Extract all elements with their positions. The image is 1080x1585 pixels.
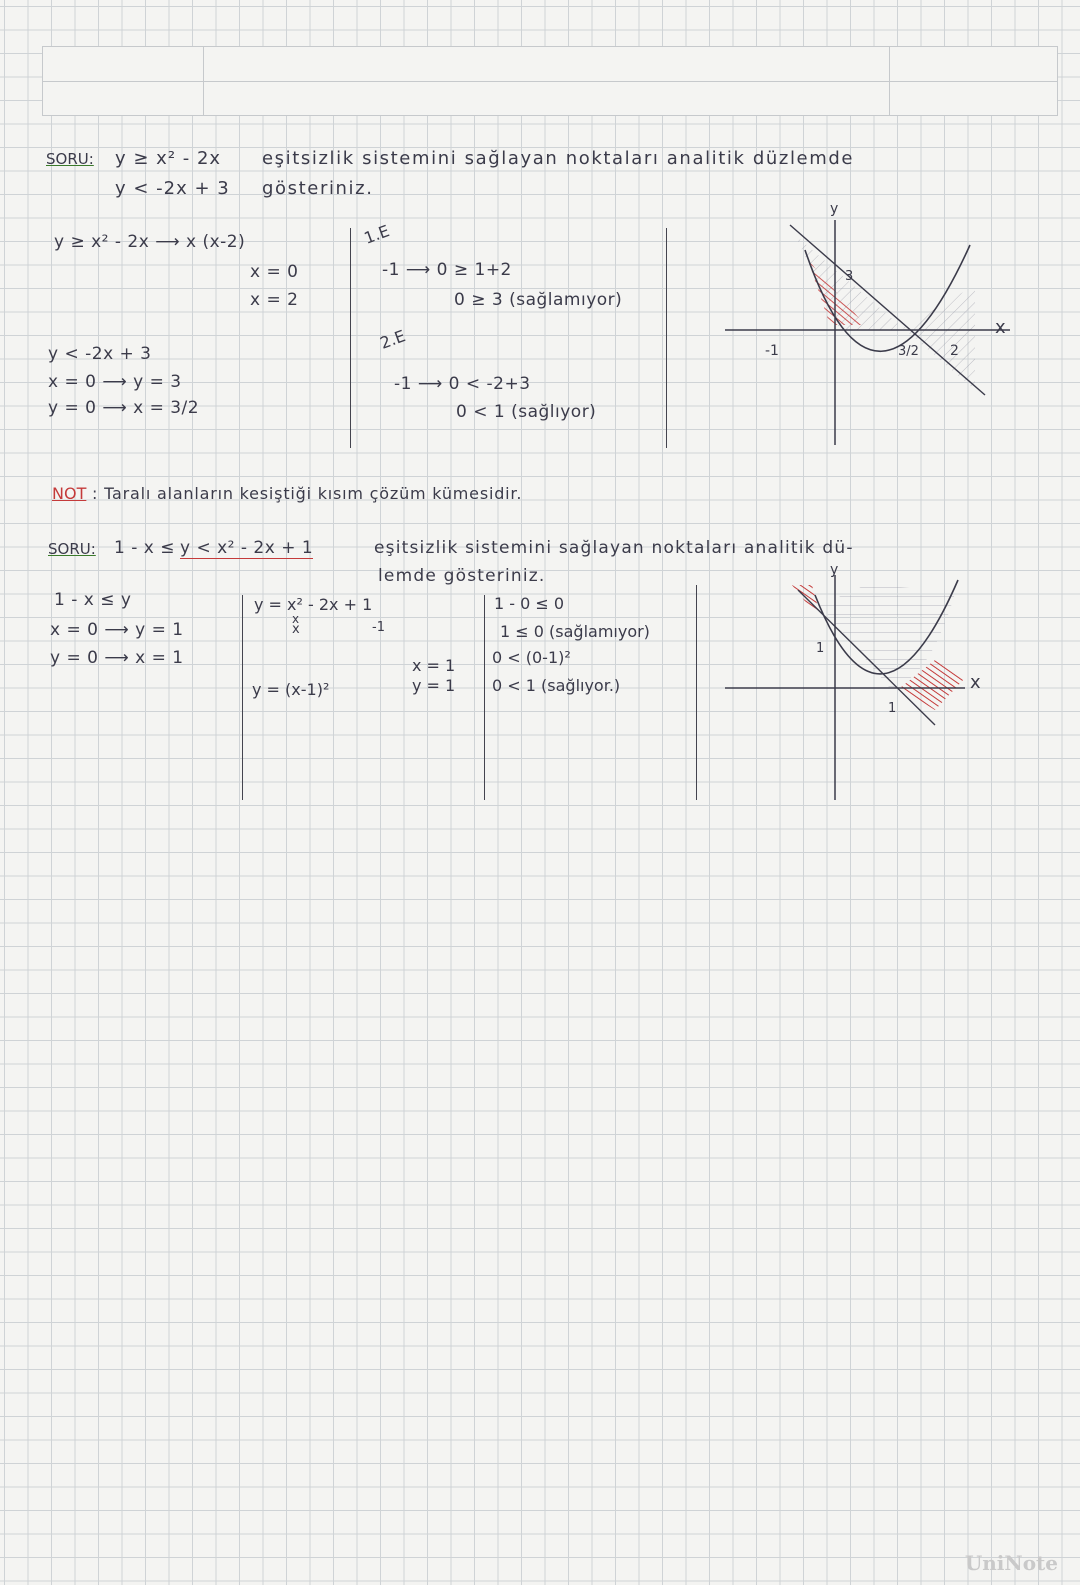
p1-y-label: y <box>830 201 839 217</box>
problem1-inequality1: y ≥ x² - 2x <box>115 148 222 169</box>
p2-right-line3: 0 < (0-1)² <box>492 648 571 667</box>
p2-right-line4: 0 < 1 (sağlıyor.) <box>492 676 621 695</box>
p2-vertex-x: x = 1 <box>412 656 456 675</box>
p2-x-label: x <box>970 672 981 693</box>
p1-root2: x = 2 <box>250 290 299 310</box>
p2-row1: x = 0 ⟶ y = 1 <box>50 620 184 640</box>
p1-tick-3-2: 3/2 <box>898 344 919 359</box>
p2-divider <box>484 595 485 800</box>
problem1-label: SORU: <box>46 150 94 168</box>
p1-divider <box>350 228 351 448</box>
p1-tick-2: 2 <box>950 343 959 359</box>
p1-case2-label: 2.E <box>377 326 408 353</box>
p1-gray-region <box>795 235 975 390</box>
p2-mid-mark-x: x <box>292 612 300 626</box>
note-label: NOT <box>52 484 87 503</box>
p1-case1-line1: -1 ⟶ 0 ≥ 1+2 <box>382 260 512 280</box>
p1-x-label: x <box>995 317 1006 338</box>
p1-work-line1: y ≥ x² - 2x ⟶ x (x-2) <box>54 232 246 252</box>
p1-row2: y = 0 ⟶ x = 3/2 <box>48 398 200 418</box>
p1-case2-line2: 0 < 1 (sağlıyor) <box>456 402 597 422</box>
p2-vertex-y: y = 1 <box>412 676 456 695</box>
problem2-statement: eşitsizlik sistemini sağlayan noktaları analitik dü- <box>374 538 854 558</box>
header-divider <box>43 81 1057 82</box>
p2-red-region-left <box>792 585 820 615</box>
p1-tick-neg1: -1 <box>765 343 779 359</box>
p2-mid-line1: y = x² - 2x + 1 <box>254 595 373 614</box>
p2-mid-line2: y = (x-1)² <box>252 680 330 699</box>
problem1-statement: eşitsizlik sistemini sağlayan noktaları analitik düzlemde <box>262 148 855 169</box>
p2-row2: y = 0 ⟶ x = 1 <box>50 648 184 668</box>
p2-mid-mark-minus: -1 <box>372 620 385 635</box>
problem1-statement-cont: gösteriniz. <box>262 178 374 199</box>
p2-work-line1: 1 - x ≤ y <box>54 590 132 610</box>
problem2-inequality-left: 1 - x ≤ <box>114 538 175 558</box>
p2-tick-1-y: 1 <box>816 641 825 656</box>
p1-case1-line2: 0 ≥ 3 (sağlamıyor) <box>454 290 623 310</box>
p2-divider <box>696 585 697 800</box>
p1-graph <box>720 195 1020 455</box>
p1-root1: x = 0 <box>250 262 299 282</box>
problem2-statement-cont: lemde gösteriniz. <box>378 566 546 586</box>
problem1-inequality2: y < -2x + 3 <box>115 178 230 199</box>
p2-divider <box>242 595 243 800</box>
problem2-label: SORU: <box>48 540 96 558</box>
problem2-inequality-right: y < x² - 2x + 1 <box>180 538 314 558</box>
p1-tick-3: 3 <box>845 269 854 284</box>
note-text: : Taralı alanların kesiştiği kısım çözüm kümesidir. <box>92 484 523 503</box>
p2-tick-1-x: 1 <box>888 701 897 716</box>
p1-row1: x = 0 ⟶ y = 3 <box>48 372 182 392</box>
p1-divider <box>666 228 667 448</box>
p2-right-line2: 1 ≤ 0 (sağlamıyor) <box>500 622 650 641</box>
header-table <box>42 46 1058 116</box>
p2-y-label: y <box>830 562 839 578</box>
p2-right-line1: 1 - 0 ≤ 0 <box>494 594 565 613</box>
p1-work-line2: y < -2x + 3 <box>48 344 152 364</box>
watermark-logo: UniNote <box>964 1551 1058 1575</box>
p2-graph <box>720 560 1010 805</box>
p1-case2-line1: -1 ⟶ 0 < -2+3 <box>394 374 531 394</box>
p2-mid-mark-x2: x <box>292 622 300 637</box>
p1-case1-label: 1.E <box>361 221 392 248</box>
